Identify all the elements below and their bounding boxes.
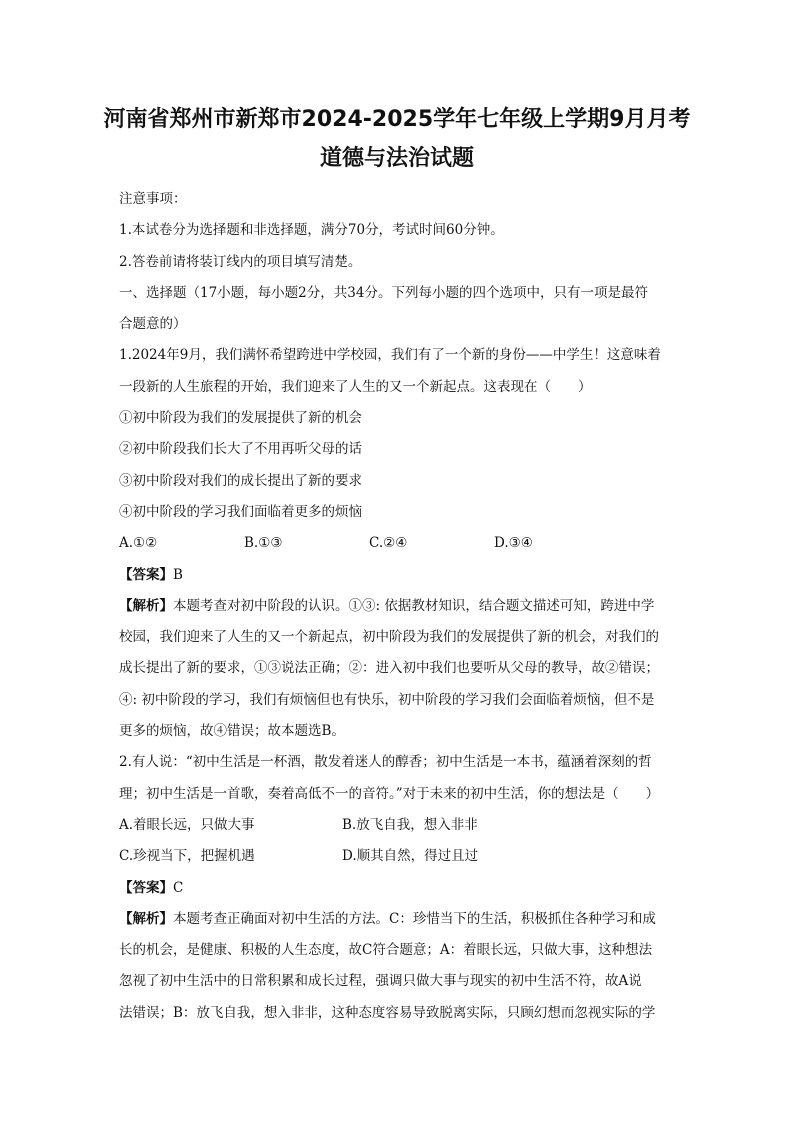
q1-options	[119, 528, 679, 559]
q1-answer	[119, 560, 679, 591]
q2-analysis: 忽视了初中生活中的日常积累和成长过程，强调只做大事与现实的初中生活不符，故A说	[119, 973, 642, 990]
notes-heading: 注意事项：	[119, 191, 187, 207]
q1-analysis: 校园，我们迎来了人生的又一个新起点，初中阶段为我们的发展提供了新的机会，对我们的	[119, 629, 659, 646]
q1-option-d: D.③④	[494, 535, 533, 552]
q1-statement: ②初中阶段我们长大了不用再听父母的话	[119, 441, 362, 458]
section-heading-cont: 合题意的）	[119, 316, 187, 333]
q2-options-row2	[119, 841, 679, 872]
q2-analysis: 法错误；B：放飞自我，想入非非，这种态度容易导致脱离实际，只顾幻想而忽视实际的学	[119, 1004, 656, 1021]
q2-option-d: D.顺其自然，得过且过	[342, 848, 479, 865]
q1-statement: ③初中阶段对我们的成长提出了新的要求	[119, 472, 362, 489]
analysis-label: 【解析】	[119, 597, 173, 614]
q2-option-a: A.着眼长远，只做大事	[119, 816, 255, 833]
q1-stem: 一段新的人生旅程的开始，我们迎来了人生的又一个新起点。这表现在（ ）	[119, 378, 592, 395]
q2-options-row1	[119, 810, 679, 841]
q2-analysis: 长的机会，是健康、积极的人生态度，故C符合题意；A：着眼长远，只做大事，这种想法	[119, 942, 653, 959]
section-heading: 一、选择题（17小题，每小题2分，共34分。下列每小题的四个选项中，只有一项是最符	[119, 284, 648, 301]
answer-label: 【答案】	[119, 566, 173, 583]
q1-analysis: 更多的烦恼，故④错误；故本题选B。	[119, 723, 345, 740]
document-title-line2: 道德与法治试题	[319, 146, 474, 171]
q1-analysis: 成长提出了新的要求，①③说法正确；②：进入初中我们也要听从父母的教导，故②错误；	[119, 660, 659, 677]
q2-option-c: C.珍视当下，把握机遇	[119, 848, 255, 865]
analysis-label: 【解析】	[119, 910, 173, 927]
q2-analysis: 【解析】本题考查正确面对初中生活的方法。C：珍惜当下的生活，积极抓住各种学习和成	[119, 910, 656, 927]
document-body	[119, 184, 679, 1029]
answer-label: 【答案】	[119, 879, 173, 896]
q2-answer	[119, 873, 679, 904]
q1-statement: ④初中阶段的学习我们面临着更多的烦恼	[119, 503, 362, 520]
q2-stem: 理；初中生活是一首歌，奏着高低不一的音符。”对于未来的初中生活，你的想法是（ ）	[119, 785, 660, 802]
note-item: 2.答卷前请将装订线内的项目填写清楚。	[119, 253, 362, 270]
q1-option-a: A.①②	[119, 535, 158, 552]
answer-value: B	[173, 566, 183, 583]
q1-analysis: 【解析】本题考查对初中阶段的认识。①③: 依据教材知识，结合题文描述可知，跨进中学	[119, 597, 655, 614]
q1-statement: ①初中阶段为我们的发展提供了新的机会	[119, 410, 362, 427]
q2-option-b: B.放飞自我，想入非非	[342, 816, 478, 833]
note-item: 1.本试卷分为选择题和非选择题，满分70分，考试时间60分钟。	[119, 222, 504, 239]
q1-analysis: ④: 初中阶段的学习，我们有烦恼但也有快乐，初中阶段的学习我们会面临着烦恼，但不是	[119, 691, 655, 708]
q1-option-c: C.②④	[369, 535, 408, 552]
document-title-line1: 河南省郑州市新郑市2024-2025学年七年级上学期9月月考	[103, 107, 691, 132]
q1-stem: 1.2024年9月，我们满怀希望跨进中学校园，我们有了一个新的身份——中学生！这意味着	[119, 347, 661, 364]
q2-stem: 2.有人说：“初中生活是一杯酒，散发着迷人的醇香；初中生活是一本书，蕴涵着深刻的哲	[119, 754, 652, 771]
q1-option-b: B.①③	[244, 535, 283, 552]
answer-value: C	[173, 879, 184, 896]
